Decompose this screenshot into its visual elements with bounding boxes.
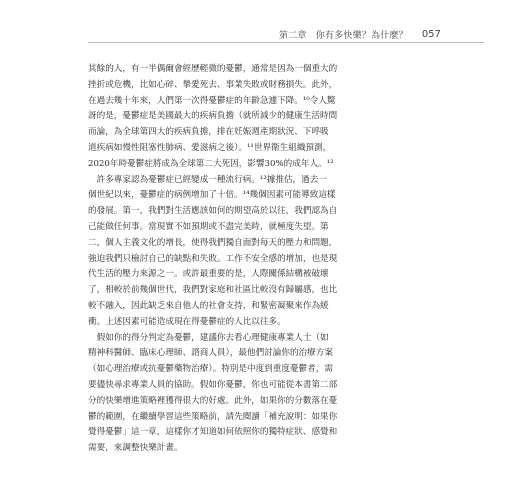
- text-line: 許多專家認為憂鬱症已經變成一種流行病。¹³據推估，過去一: [88, 174, 327, 185]
- text-line: 分的快樂增進策略裡獲得很大的好處。此外，如果你的分數落在憂: [88, 395, 338, 406]
- text-line: 訝的是，憂鬱症是美國最大的疾病負擔（就所減少的健康生活時間: [88, 111, 338, 122]
- header-divider: [88, 42, 484, 43]
- body-text: [88, 62, 480, 457]
- text-line: 挫折或危機，比如心碎、摯愛死去、事業失敗或財務損失。此外，: [88, 79, 338, 90]
- text-line: 覺得憂鬱」這一章，這樣你才知道如何依照你的獨特症狀、感覺和: [88, 427, 338, 438]
- text-line: 個世紀以來，憂鬱症的病例增加了十倍。¹⁴幾個因素可能導致這樣: [88, 190, 336, 201]
- paragraph: [88, 62, 480, 173]
- text-line: 道疾病如慢性阻塞性肺病、愛滋病之後）。¹¹世界衛生組織預測，: [88, 142, 332, 153]
- text-line: 鬱的範圍，在繼續學習這些策略前，請先閱讀「補充說明：如果你: [88, 411, 338, 422]
- chapter-title: 第二章 你有多快樂？為什麼？: [279, 30, 408, 41]
- text-line: （如心理治療或抗憂鬱藥物治療）。特別是中度到重度憂鬱者，需: [88, 364, 333, 375]
- text-line: 需要，來調整快樂計畫。: [88, 443, 183, 454]
- text-line: 強迫我們只檢討自己的缺點和失敗。工作不安全感的增加，也是現: [88, 253, 338, 264]
- text-line: 己能做任何事。當現實不如預期或不盡完美時，就極度失望。第: [88, 221, 329, 232]
- running-header: [279, 25, 479, 43]
- text-line: 在過去幾十年來，人們第一次得憂鬱症的年齡急遽下降。¹⁰令人驚: [88, 95, 336, 106]
- text-line: 2020年時憂鬱症將成為全球第二大死因，影響30%的成年人。¹²: [88, 158, 334, 169]
- text-line: 其餘的人，有一半偶爾會經歷輕微的憂鬱，通常是因為一個重大的: [88, 64, 338, 74]
- text-line: 要儘快尋求專業人員的協助。假如你憂鬱，你也可能從本書第二部: [88, 379, 338, 390]
- paragraph: [88, 331, 480, 457]
- text-line: 精神科醫師、臨床心理師、諮商人員），最他們討論你的治療方案: [88, 348, 333, 359]
- text-line: 衝。上述因素可能造成現在得憂鬱症的人比以往多。: [88, 316, 286, 327]
- page-number: 057: [421, 28, 441, 40]
- text-line: 的發展。第一，我們對生活應該如何的期望高於以往，我們認為自: [88, 206, 338, 217]
- text-line: 二，個人主義文化的增長，使得我們獨自面對每天的壓力和問題，: [88, 237, 338, 248]
- text-line: 代生活的壓力來源之一。或許最重要的是，人際關係結構被破壞: [88, 269, 329, 280]
- text-line: 了，相較於前幾個世代，我們對家庭和社區比較沒有歸屬感，也比: [88, 285, 338, 296]
- text-line: 而論，為全球第四大的疾病負擔，排在妊娠週產期狀況、下呼吸: [88, 127, 329, 138]
- text-line: 較不融入，因此缺乏來自他人的社會支持，和緊密凝聚來作為緩: [88, 300, 329, 311]
- paragraph: [88, 173, 480, 331]
- text-line: 假如你的得分判定為憂鬱，建議你去看心理健康專業人士（如: [88, 332, 329, 343]
